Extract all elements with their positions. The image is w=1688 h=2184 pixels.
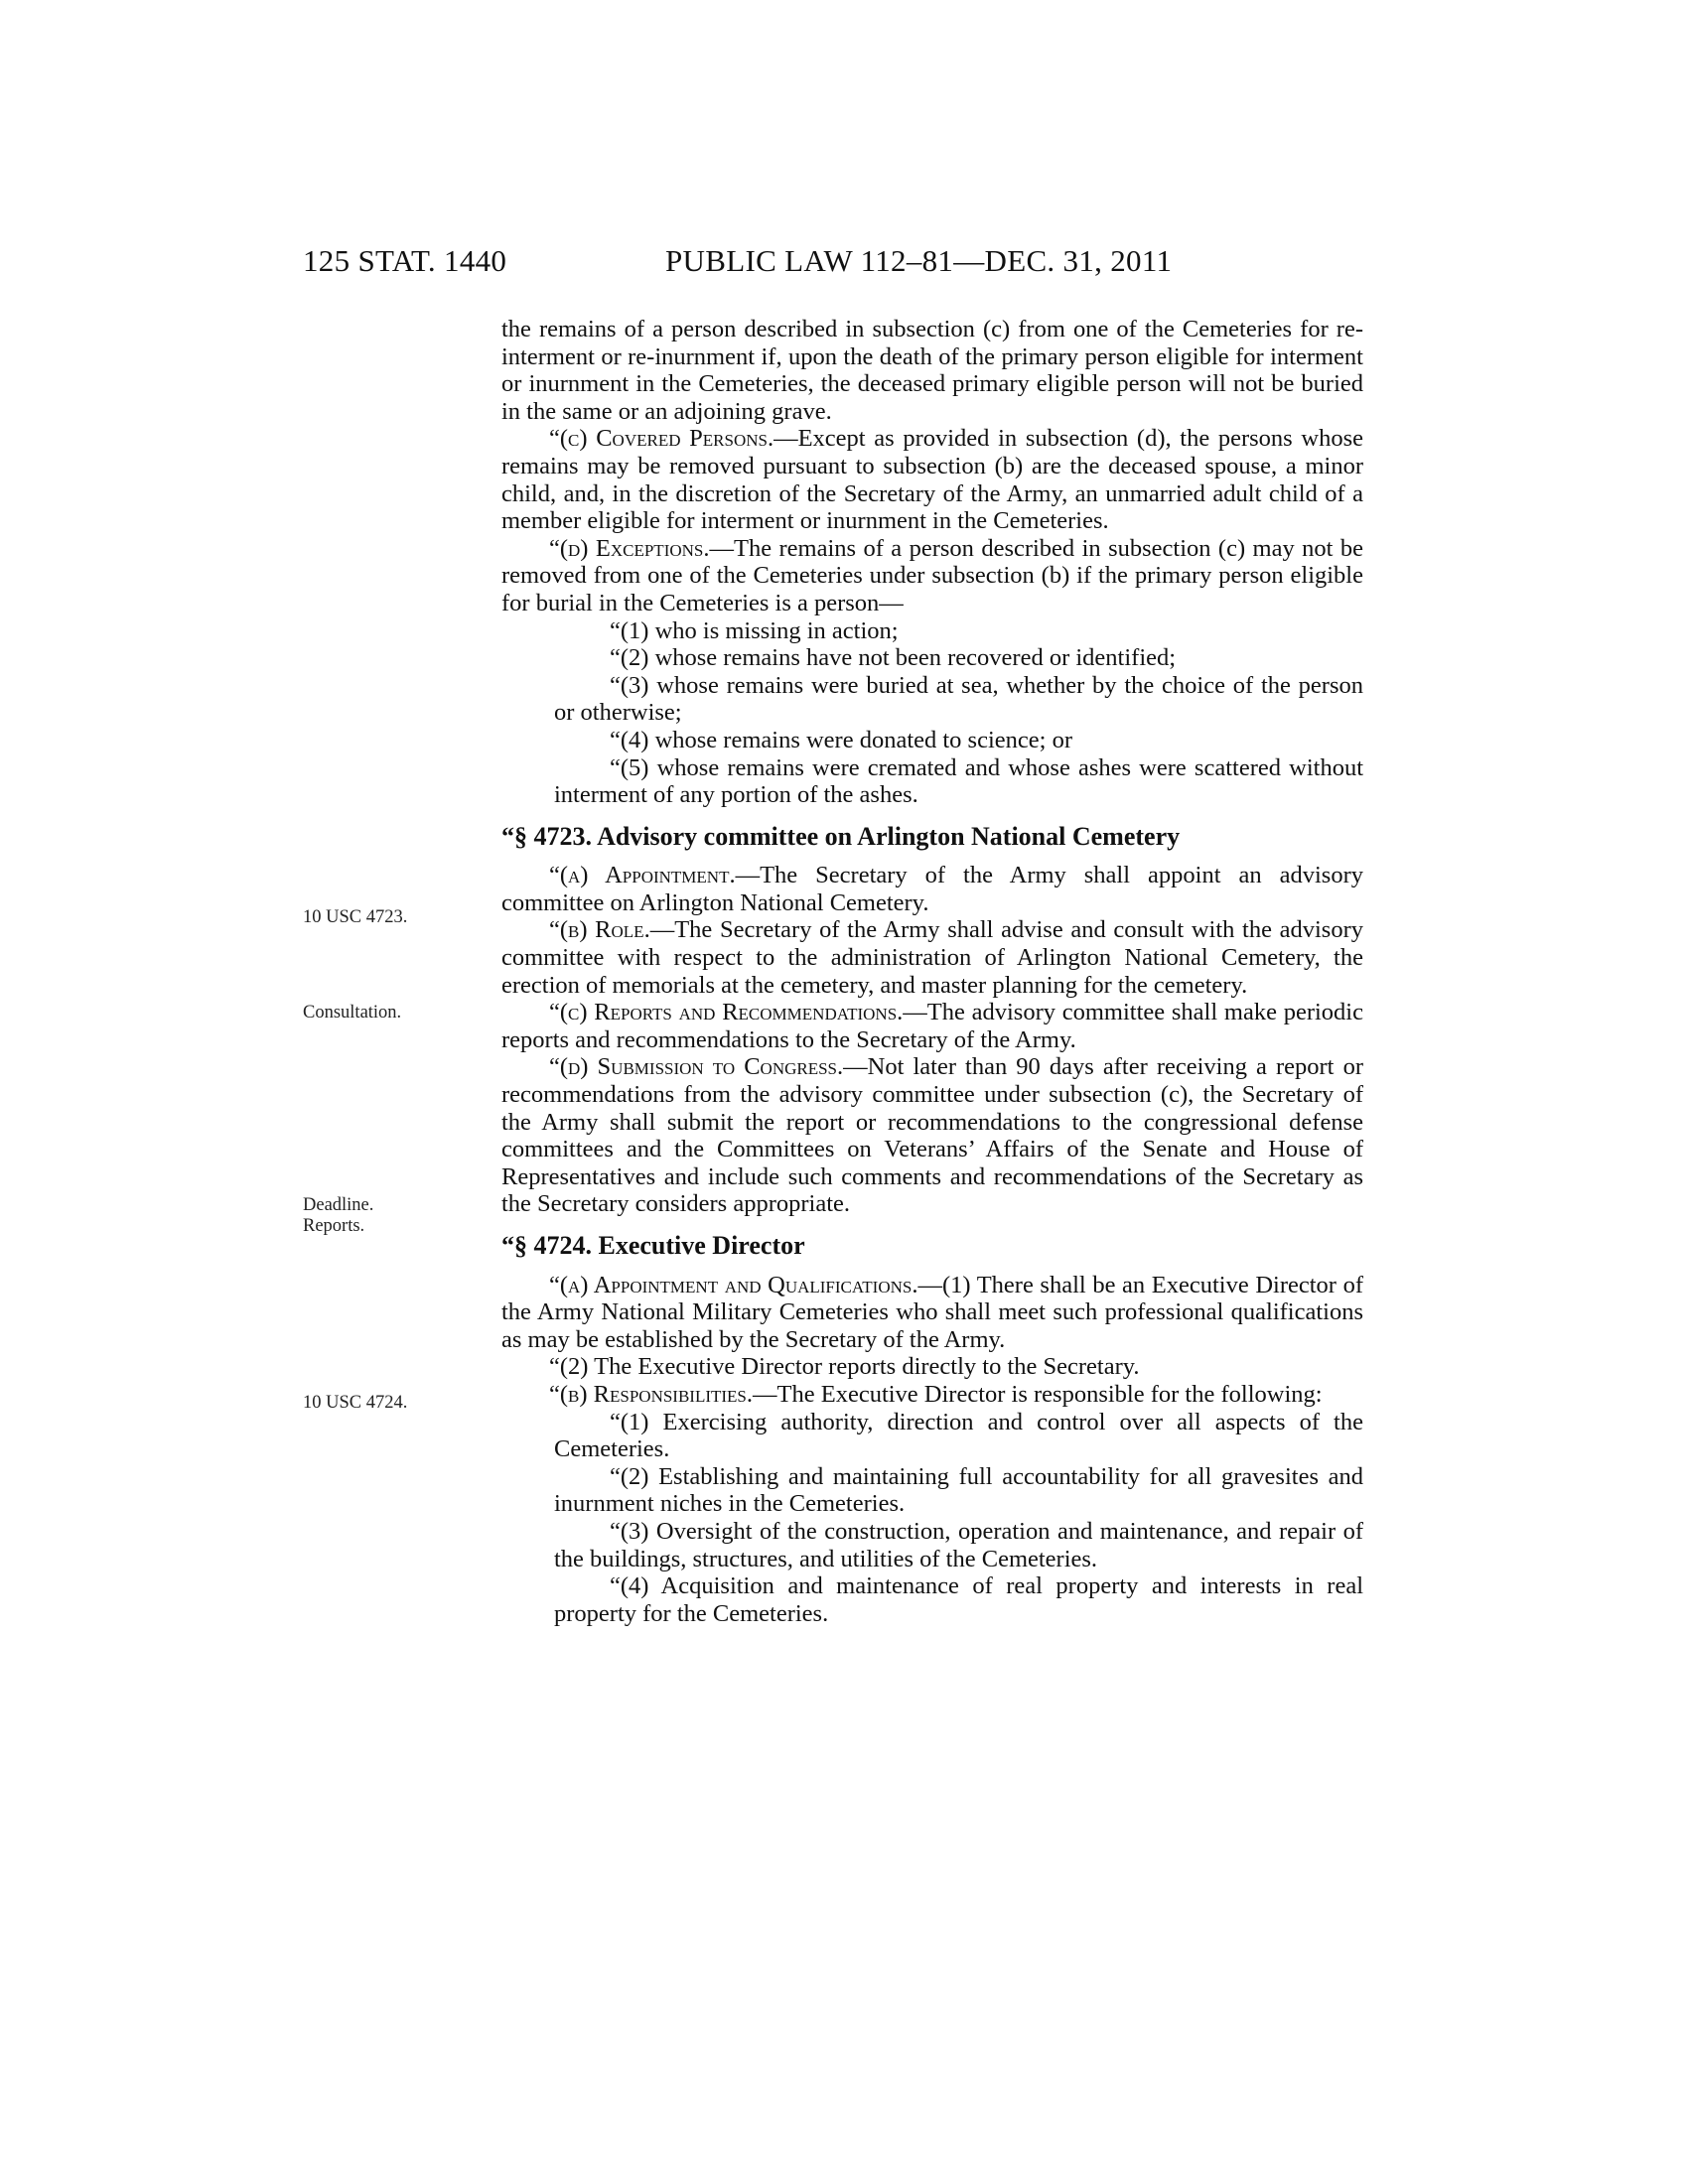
subsection-heading: “(d) Submission to Congress.	[549, 1053, 844, 1081]
margin-note-10-usc-4724: 10 USC 4724.	[303, 1393, 408, 1413]
responsibility-item-1: “(1) Exercising authority, direction and control over all aspects of the Cemeteries.	[554, 1408, 1363, 1463]
subsection-text: —The Executive Director is responsible for the following:	[753, 1380, 1323, 1408]
section-4724-heading: “§ 4724. Executive Director	[501, 1231, 805, 1260]
statute-body	[501, 316, 1363, 1627]
subsection-heading: “(b) Role.	[549, 916, 650, 944]
responsibility-item-2: “(2) Establishing and maintaining full accountability for all gravesites and inurnment niches in the Cemeteries.	[554, 1462, 1363, 1518]
subsection-c-covered-persons	[501, 425, 1363, 534]
subsection-heading: “(b) Responsibilities.	[549, 1380, 754, 1408]
subsection-heading: “(c) Covered Persons.	[549, 425, 774, 453]
exception-item-3: “(3) whose remains were buried at sea, whether by the choice of the person or otherwise;	[554, 671, 1363, 727]
subsection-text: —The Secretary of the Army shall advise and consult with the advisory committee with respect to the administration of Arlington National Cemetery, the erection of memorials at the cemetery, and master planning for the cemetery.	[501, 916, 1363, 999]
section-4723-heading: “§ 4723. Advisory committee on Arlington National Cemetery	[501, 821, 1181, 851]
subsection-heading: “(a) Appointment and Qualifications.	[549, 1271, 918, 1298]
margin-note-10-usc-4723: 10 USC 4723.	[303, 907, 408, 927]
subsection-heading: “(c) Reports and Recommendations.	[549, 999, 904, 1026]
exception-item-1: “(1) who is missing in action;	[610, 616, 899, 644]
subsection-text: —(1) There shall be an Executive Director of the Army National Military Cemeteries who shall meet such professional qualifications as may be established by the Secretary of the Army.	[501, 1271, 1363, 1353]
section-4724-subsection-b	[501, 1381, 1363, 1409]
stat-reference: 125 STAT. 1440	[303, 243, 507, 278]
section-4723-subsection-d	[501, 1053, 1363, 1218]
responsibility-item-4: “(4) Acquisition and maintenance of real property and interests in real property for the Cemeteries.	[554, 1572, 1363, 1627]
section-4723-subsection-c	[501, 999, 1363, 1053]
margin-note-consultation: Consultation.	[303, 1003, 402, 1023]
subsection-heading: “(d) Exceptions.	[549, 534, 710, 562]
exception-item-4: “(4) whose remains were donated to science; or	[610, 726, 1072, 753]
section-4724-subsection-a-2: “(2) The Executive Director reports directly to the Secretary.	[549, 1353, 1140, 1381]
exception-item-2: “(2) whose remains have not been recovered or identified;	[610, 644, 1177, 672]
responsibility-item-3: “(3) Oversight of the construction, operation and maintenance, and repair of the buildings, structures, and utilities of the Cemeteries.	[554, 1517, 1363, 1572]
margin-note-reports: Reports.	[303, 1216, 365, 1236]
paragraph-continuation: the remains of a person described in subsection (c) from one of the Cemeteries for re-interment or re-inurnment if, upon the death of the primary person eligible for interment or inurnment in the Cemeteries, the deceased primary eligible person will not be buried in the same or an adjoining grave.	[501, 316, 1363, 425]
exception-item-5: “(5) whose remains were cremated and whose ashes were scattered without interment of any portion of the ashes.	[554, 753, 1363, 809]
section-4724-subsection-a	[501, 1272, 1363, 1354]
subsection-d-exceptions	[501, 535, 1363, 617]
subsection-text: —The remains of a person described in subsection (c) may not be removed from one of the Cemeteries under subsection (b) if the primary person eligible for burial in the Cemeteries is a person—	[501, 534, 1363, 616]
subsection-text: —Not later than 90 days after receiving a report or recommendations from the advisory committee under subsection (c), the Secretary of the Army shall submit the report or recommendations to the congressional defense committees and the Committees on Veterans’ Affairs of the Senate and House of Representatives and include such comments and recommendations of the Secretary as the Secretary considers appropriate.	[501, 1053, 1363, 1218]
subsection-text: —The advisory committee shall make periodic reports and recommendations to the Secretary of the Army.	[501, 999, 1363, 1053]
subsection-heading: “(a) Appointment.	[549, 862, 736, 889]
public-law-reference: PUBLIC LAW 112–81—DEC. 31, 2011	[665, 243, 1173, 278]
margin-note-deadline: Deadline.	[303, 1195, 374, 1215]
section-4723-subsection-a	[501, 862, 1363, 916]
subsection-text: —Except as provided in subsection (d), the persons whose remains may be removed pursuant to subsection (b) are the deceased spouse, a minor child, and, in the discretion of the Secretary of the Army, an unmarried adult child of a member eligible for interment or inurnment in the Cemeteries.	[501, 425, 1363, 535]
subsection-text: —The Secretary of the Army shall appoint an advisory committee on Arlington National Cemetery.	[501, 862, 1363, 916]
section-4723-subsection-b	[501, 916, 1363, 999]
